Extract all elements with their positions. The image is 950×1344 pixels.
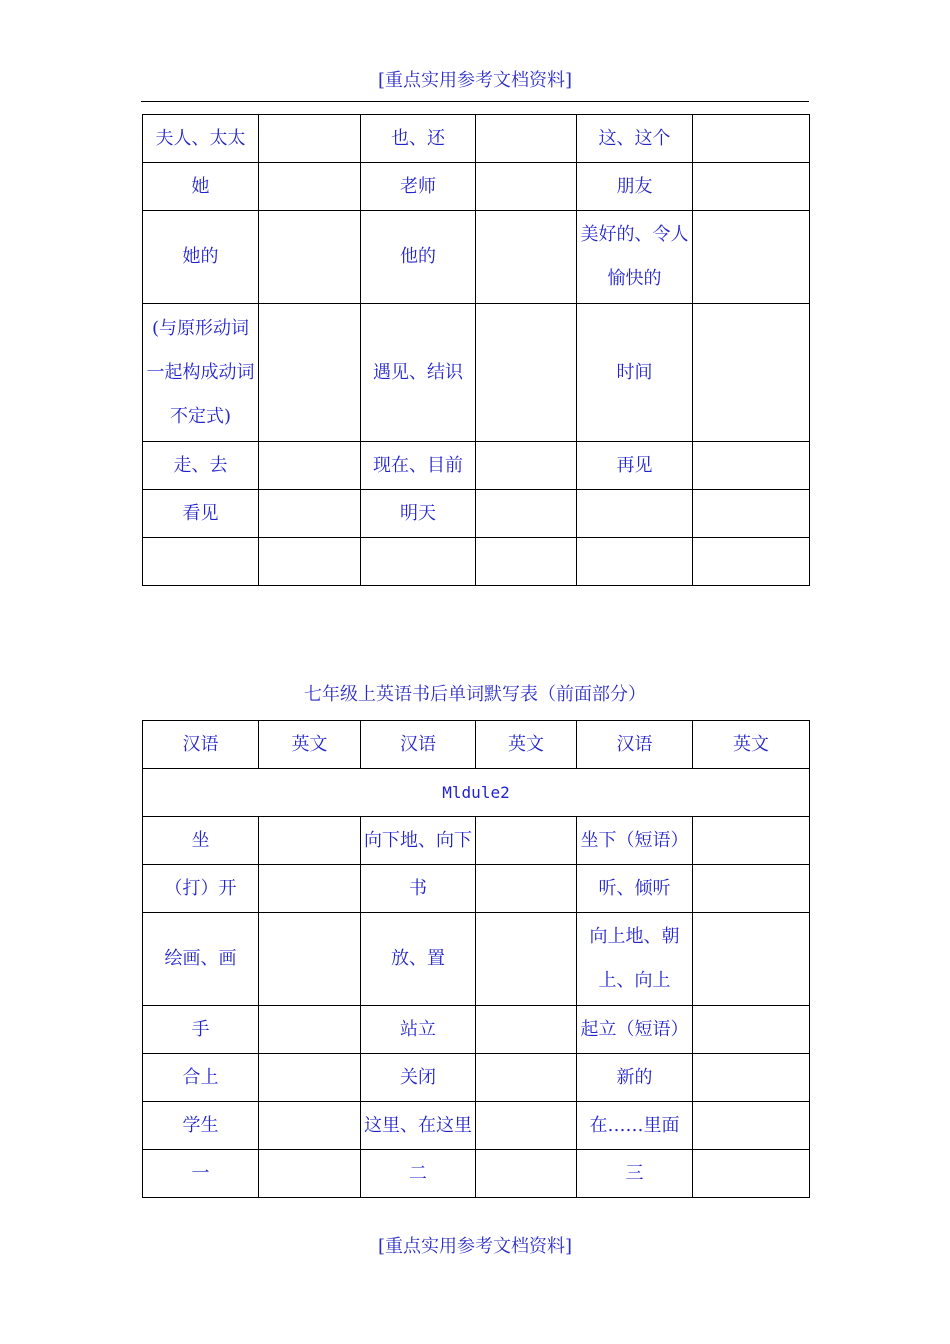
- chinese-word-cell: 坐: [143, 817, 259, 865]
- table-row: [143, 538, 810, 586]
- english-answer-cell[interactable]: [259, 1006, 361, 1054]
- chinese-word-cell: 看见: [143, 490, 259, 538]
- chinese-word-cell: 她的: [143, 211, 259, 304]
- chinese-word-cell: 他的: [361, 211, 476, 304]
- english-answer-cell[interactable]: [259, 865, 361, 913]
- module-label: Mldule2: [143, 769, 810, 817]
- vocab-table-2-body: [143, 721, 810, 1198]
- table-header-row: [143, 721, 810, 769]
- chinese-word-cell: 站立: [361, 1006, 476, 1054]
- vocab-table-1-body: [143, 115, 810, 586]
- table-title: 七年级上英语书后单词默写表（前面部分）: [304, 684, 646, 705]
- chinese-word-cell: [577, 490, 693, 538]
- english-answer-cell[interactable]: [693, 913, 810, 1006]
- table-row: [143, 865, 810, 913]
- chinese-word-cell: 时间: [577, 304, 693, 442]
- chinese-word-cell: 美好的、令人愉快的: [577, 211, 693, 304]
- english-answer-cell[interactable]: [259, 490, 361, 538]
- header-cell: 汉语: [143, 721, 259, 769]
- english-answer-cell[interactable]: [693, 163, 810, 211]
- header-cell: 汉语: [361, 721, 476, 769]
- chinese-word-cell: 一: [143, 1150, 259, 1198]
- english-answer-cell[interactable]: [693, 304, 810, 442]
- table-row: [143, 163, 810, 211]
- chinese-word-cell: 三: [577, 1150, 693, 1198]
- english-answer-cell[interactable]: [693, 211, 810, 304]
- table-row: [143, 817, 810, 865]
- header-rule: [141, 101, 809, 102]
- chinese-word-cell: [143, 538, 259, 586]
- table-row: [143, 1150, 810, 1198]
- english-answer-cell[interactable]: [259, 163, 361, 211]
- chinese-word-cell: (与原形动词一起构成动词不定式): [143, 304, 259, 442]
- table-row: [143, 1054, 810, 1102]
- english-answer-cell[interactable]: [476, 817, 577, 865]
- english-answer-cell[interactable]: [259, 442, 361, 490]
- chinese-word-cell: 也、还: [361, 115, 476, 163]
- header-cell: 英文: [476, 721, 577, 769]
- vocab-table-1: [142, 114, 810, 586]
- chinese-word-cell: 走、去: [143, 442, 259, 490]
- chinese-word-cell: 再见: [577, 442, 693, 490]
- english-answer-cell[interactable]: [259, 817, 361, 865]
- english-answer-cell[interactable]: [476, 1102, 577, 1150]
- chinese-word-cell: 这、这个: [577, 115, 693, 163]
- table-row: [143, 442, 810, 490]
- header-cell: 汉语: [577, 721, 693, 769]
- chinese-word-cell: 合上: [143, 1054, 259, 1102]
- chinese-word-cell: 起立（短语）: [577, 1006, 693, 1054]
- chinese-word-cell: 书: [361, 865, 476, 913]
- chinese-word-cell: 明天: [361, 490, 476, 538]
- table-row: [143, 1102, 810, 1150]
- chinese-word-cell: 在……里面: [577, 1102, 693, 1150]
- chinese-word-cell: 向下地、向下: [361, 817, 476, 865]
- english-answer-cell[interactable]: [476, 211, 577, 304]
- english-answer-cell[interactable]: [476, 913, 577, 1006]
- english-answer-cell[interactable]: [476, 304, 577, 442]
- table-row: [143, 115, 810, 163]
- english-answer-cell[interactable]: [693, 538, 810, 586]
- header-cell: 英文: [259, 721, 361, 769]
- english-answer-cell[interactable]: [259, 1150, 361, 1198]
- english-answer-cell[interactable]: [476, 1054, 577, 1102]
- page-footer: [重点实用参考文档资料]: [377, 1236, 573, 1257]
- english-answer-cell[interactable]: [693, 115, 810, 163]
- chinese-word-cell: 关闭: [361, 1054, 476, 1102]
- chinese-word-cell: 她: [143, 163, 259, 211]
- english-answer-cell[interactable]: [693, 1102, 810, 1150]
- chinese-word-cell: 向上地、朝上、向上: [577, 913, 693, 1006]
- english-answer-cell[interactable]: [476, 163, 577, 211]
- module-row: [143, 769, 810, 817]
- english-answer-cell[interactable]: [476, 115, 577, 163]
- table-row: [143, 1006, 810, 1054]
- chinese-word-cell: 放、置: [361, 913, 476, 1006]
- chinese-word-cell: [577, 538, 693, 586]
- chinese-word-cell: 新的: [577, 1054, 693, 1102]
- english-answer-cell[interactable]: [693, 490, 810, 538]
- chinese-word-cell: （打）开: [143, 865, 259, 913]
- english-answer-cell[interactable]: [693, 1054, 810, 1102]
- chinese-word-cell: 遇见、结识: [361, 304, 476, 442]
- chinese-word-cell: 听、倾听: [577, 865, 693, 913]
- chinese-word-cell: 坐下（短语）: [577, 817, 693, 865]
- english-answer-cell[interactable]: [259, 913, 361, 1006]
- english-answer-cell[interactable]: [259, 115, 361, 163]
- table-row: [143, 304, 810, 442]
- english-answer-cell[interactable]: [259, 1054, 361, 1102]
- english-answer-cell[interactable]: [693, 442, 810, 490]
- chinese-word-cell: 绘画、画: [143, 913, 259, 1006]
- english-answer-cell[interactable]: [476, 1150, 577, 1198]
- english-answer-cell[interactable]: [476, 538, 577, 586]
- english-answer-cell[interactable]: [259, 304, 361, 442]
- table-row: [143, 913, 810, 1006]
- chinese-word-cell: 夫人、太太: [143, 115, 259, 163]
- english-answer-cell[interactable]: [476, 442, 577, 490]
- english-answer-cell[interactable]: [693, 1150, 810, 1198]
- page-header: [重点实用参考文档资料]: [377, 70, 573, 91]
- english-answer-cell[interactable]: [693, 817, 810, 865]
- english-answer-cell[interactable]: [476, 1006, 577, 1054]
- chinese-word-cell: 老师: [361, 163, 476, 211]
- english-answer-cell[interactable]: [476, 490, 577, 538]
- english-answer-cell[interactable]: [693, 865, 810, 913]
- chinese-word-cell: 学生: [143, 1102, 259, 1150]
- table-row: [143, 211, 810, 304]
- english-answer-cell[interactable]: [259, 538, 361, 586]
- header-cell: 英文: [693, 721, 810, 769]
- chinese-word-cell: 手: [143, 1006, 259, 1054]
- vocab-table-2: [142, 720, 810, 1198]
- chinese-word-cell: 二: [361, 1150, 476, 1198]
- english-answer-cell[interactable]: [476, 865, 577, 913]
- table-row: [143, 490, 810, 538]
- chinese-word-cell: 这里、在这里: [361, 1102, 476, 1150]
- english-answer-cell[interactable]: [259, 211, 361, 304]
- chinese-word-cell: 现在、目前: [361, 442, 476, 490]
- english-answer-cell[interactable]: [259, 1102, 361, 1150]
- english-answer-cell[interactable]: [693, 1006, 810, 1054]
- chinese-word-cell: [361, 538, 476, 586]
- chinese-word-cell: 朋友: [577, 163, 693, 211]
